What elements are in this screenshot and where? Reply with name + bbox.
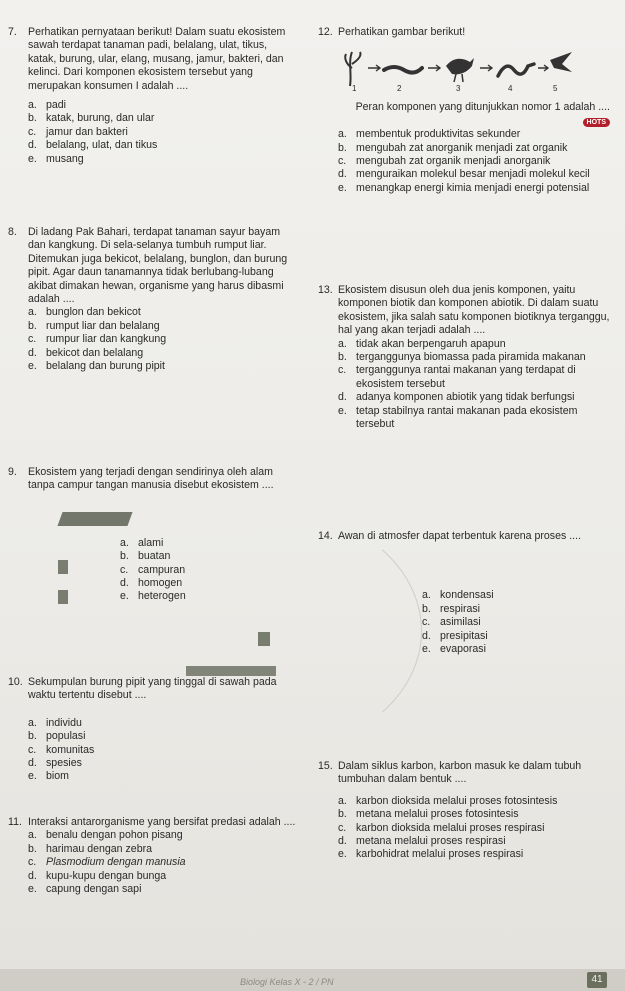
figure-number: 5 [553, 84, 558, 93]
hots-badge: HOTS [583, 118, 610, 127]
question-text: Ekosistem disusun oleh dua jenis komponen, yaitu komponen biotik dan komponen abiotik. Di dalam suatu ekosistem, jika salah satu komponen biotiknya terganggu, hal yang akan terjadi adalah .... [338, 284, 610, 337]
option-a[interactable]: a. tidak akan berpengaruh apapun [338, 337, 506, 350]
option-e[interactable]: e. biom [28, 770, 69, 783]
option-e[interactable]: e. evaporasi [422, 643, 486, 656]
decorative-stripe [186, 666, 276, 676]
option-a[interactable]: a. membentuk produktivitas sekunder [338, 128, 521, 141]
footer-text: Biologi Kelas X - 2 / PN [240, 977, 334, 987]
snake-icon [498, 64, 534, 76]
page-footer [0, 969, 625, 991]
question-number: 13. [318, 284, 333, 296]
option-b[interactable]: b. terganggunya biomassa pada piramida makanan [338, 351, 586, 364]
option-c[interactable]: c. mengubah zat organik menjadi anorganik [338, 155, 551, 168]
option-e[interactable]: e. capung dengan sapi [28, 883, 142, 896]
question-text: Interaksi antarorganisme yang bersifat predasi adalah .... [28, 816, 296, 828]
option-c[interactable]: c. karbon dioksida melalui proses respirasi [338, 821, 545, 834]
option-b[interactable]: b. harimau dengan zebra [28, 842, 153, 855]
option-e[interactable]: e. belalang dan burung pipit [28, 360, 165, 373]
option-a[interactable]: a. alami [120, 536, 164, 549]
question-text: Ekosistem yang terjadi dengan sendirinya oleh alam tanpa campur tangan manusia disebut ekosistem .... [28, 466, 274, 492]
question-text: Di ladang Pak Bahari, terdapat tanaman sayur bayam dan kangkung. Di sela-selanya tumbuh rumput liar. Ditemukan juga bekicot, belalang, bunglon, dan burung pipit. Agar daun tanamannya tidak berlubang-lubang akibat dimakan hewan, organisme yang harus dibasmi adalah .... [28, 226, 288, 306]
question-14 [318, 530, 610, 656]
option-e[interactable]: e. musang [28, 152, 84, 165]
figure-number: 3 [456, 84, 461, 93]
caterpillar-icon [384, 67, 422, 73]
question-number: 7. [8, 26, 17, 38]
question-11 [8, 816, 298, 896]
option-b[interactable]: b. rumput liar dan belalang [28, 319, 160, 332]
option-d[interactable]: d. spesies [28, 757, 82, 770]
question-text: Perhatikan gambar berikut! [338, 26, 466, 38]
option-a[interactable]: a. individu [28, 716, 82, 729]
figure-number: 2 [397, 84, 402, 93]
question-number: 9. [8, 466, 17, 478]
figure-number: 4 [508, 84, 513, 93]
option-a[interactable]: a. karbon dioksida melalui proses fotosintesis [338, 794, 558, 807]
option-c[interactable]: c. campuran [120, 563, 186, 576]
question-7 [8, 26, 298, 166]
option-b[interactable]: b. respirasi [422, 602, 481, 615]
option-a[interactable]: a. bunglon dan bekicot [28, 306, 141, 319]
question-number: 11. [8, 816, 22, 828]
arrow-icon [480, 65, 492, 71]
question-number: 14. [318, 530, 333, 542]
eagle-icon [550, 52, 572, 72]
option-b[interactable]: b. metana melalui proses fotosintesis [338, 808, 519, 821]
option-e[interactable]: e. tetap stabilnya rantai makanan pada ekosistem tersebut [338, 404, 578, 431]
option-b[interactable]: b. katak, burung, dan ular [28, 112, 155, 125]
option-c[interactable]: c. jamur dan bakteri [28, 125, 128, 138]
option-e[interactable]: e. heterogen [120, 590, 186, 603]
option-d[interactable]: d. bekicot dan belalang [28, 346, 144, 359]
question-number: 15. [318, 760, 333, 772]
question-text: Sekumpulan burung pipit yang tinggal di sawah pada waktu tertentu disebut .... [28, 676, 277, 702]
option-e[interactable]: e. karbohidrat melalui proses respirasi [338, 848, 524, 861]
option-c[interactable]: c. rumpur liar dan kangkung [28, 333, 167, 346]
option-d[interactable]: d. homogen [120, 577, 183, 590]
arrow-icon [538, 65, 548, 71]
arrow-icon [368, 65, 380, 71]
question-text: Awan di atmosfer dapat terbentuk karena proses .... [338, 530, 582, 542]
question-15 [318, 760, 610, 862]
option-c[interactable]: c. Plasmodium dengan manusia [28, 856, 186, 869]
plant-icon [345, 52, 360, 86]
question-13 [318, 284, 610, 431]
option-c[interactable]: c. terganggunya rantai makanan yang terdapat di ekosistem tersebut [338, 364, 576, 390]
option-a[interactable]: a. padi [28, 99, 67, 112]
question-10 [8, 676, 298, 784]
question-text: Dalam siklus karbon, karbon masuk ke dalam tubuh tumbuhan dalam bentuk .... [338, 760, 582, 786]
figure-number: 1 [352, 84, 357, 93]
option-d[interactable]: d. metana melalui proses respirasi [338, 835, 506, 848]
option-d[interactable]: d. presipitasi [422, 629, 488, 642]
decorative-stripe [258, 632, 270, 646]
option-d[interactable]: d. adanya komponen abiotik yang tidak berfungsi [338, 391, 575, 404]
option-b[interactable]: b. mengubah zat anorganik menjadi zat organik [338, 141, 568, 154]
option-c[interactable]: c. komunitas [28, 743, 95, 756]
option-b[interactable]: b. buatan [120, 550, 171, 563]
question-text: Perhatikan pernyataan berikut! Dalam suatu ekosistem sawah terdapat tanaman padi, belalang, ulat, tikus, katak, burung, ular, elang, musang, jamur, bakteri, dan kelinci. Dari komponen ekosistem tersebut yang merupakan konsumen I adalah .... [28, 26, 286, 92]
option-c[interactable]: c. asimilasi [422, 616, 481, 629]
option-d[interactable]: d. kupu-kupu dengan bunga [28, 869, 167, 882]
question-text-2: Peran komponen yang ditunjukkan nomor 1 adalah .... [355, 101, 610, 114]
question-number: 10. [8, 676, 23, 688]
question-8 [8, 226, 298, 373]
question-number: 12. [318, 26, 333, 38]
option-a[interactable]: a. benalu dengan pohon pisang [28, 829, 183, 842]
option-e[interactable]: e. menangkap energi kimia menjadi energi potensial [338, 181, 590, 194]
option-a[interactable]: a. kondensasi [422, 589, 494, 602]
option-d[interactable]: d. belalang, ulat, dan tikus [28, 139, 158, 152]
question-9 [8, 466, 298, 604]
question-number: 8. [8, 226, 17, 238]
option-b[interactable]: b. populasi [28, 730, 86, 743]
option-d[interactable]: d. menguraikan molekul besar menjadi molekul kecil [338, 168, 590, 181]
page-number: 41 [587, 972, 607, 988]
arrow-icon [428, 65, 440, 71]
bird-icon [446, 58, 474, 82]
